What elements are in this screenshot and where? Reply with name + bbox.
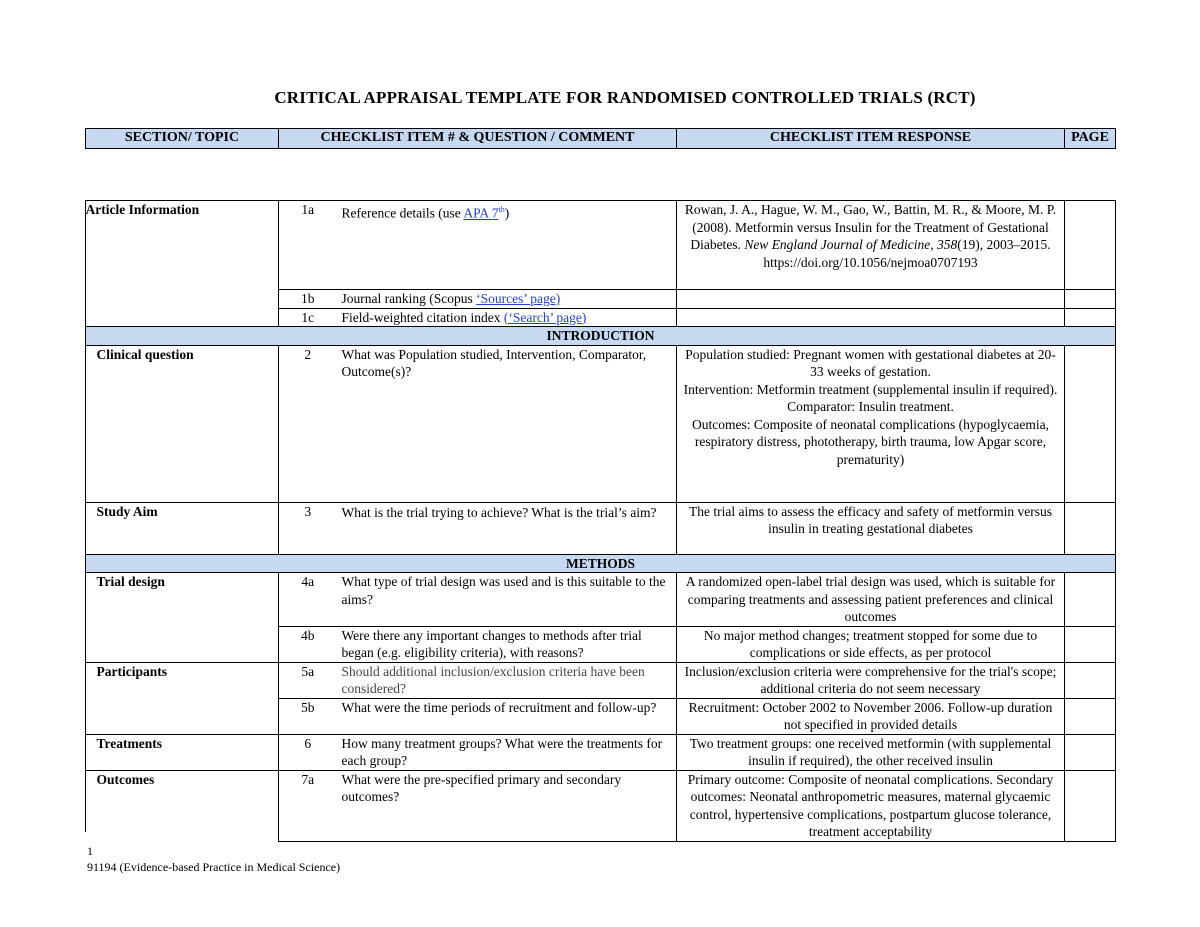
item-number: 6 — [279, 734, 339, 770]
item-response: Population studied: Pregnant women with gestational diabetes at 20-33 weeks of gestation. Intervention: Metformin treatment (supplemental insulin if required). Comparator: Insulin treatment. Outcomes: Composite of neonatal complications (hypoglycaemia, respiratory distress, phototherapy, birth trauma, low Apgar score, prematurity) — [677, 345, 1065, 502]
item-number: 1b — [279, 290, 339, 309]
item-number: 5a — [279, 662, 339, 698]
header-table — [85, 128, 1116, 149]
item-question: Were there any important changes to methods after trial began (e.g. eligibility criteria), with reasons? — [339, 626, 677, 662]
item-page — [1065, 770, 1116, 841]
item-question: How many treatment groups? What were the treatments for each group? — [339, 734, 677, 770]
scopus-search-link[interactable]: (‘Search’ page) — [503, 309, 587, 325]
item-response — [677, 290, 1065, 309]
item-response: Primary outcome: Composite of neonatal complications. Secondary outcomes: Neonatal anthropometric measures, maternal glycaemic control, hypertensive complications, postpartum glucose tolerance, treatment acceptability — [677, 770, 1065, 841]
item-number: 1a — [279, 201, 339, 290]
item-page — [1065, 290, 1116, 309]
item-page — [1065, 626, 1116, 662]
item-number: 4b — [279, 626, 339, 662]
table-row — [86, 502, 1116, 554]
section-study-aim: Study Aim — [86, 502, 279, 554]
table-row — [86, 573, 1116, 627]
item-page — [1065, 502, 1116, 554]
page-footer — [87, 843, 340, 875]
section-band-introduction — [86, 327, 1116, 346]
item-question: What were the time periods of recruitment and follow-up? — [339, 698, 677, 734]
section-trial-design: Trial design — [86, 573, 279, 663]
item-number: 3 — [279, 502, 339, 554]
table-row — [86, 345, 1116, 502]
band-label: METHODS — [86, 554, 1116, 573]
table-row — [86, 662, 1116, 698]
item-response: Rowan, J. A., Hague, W. M., Gao, W., Battin, M. R., & Moore, M. P. (2008). Metformin versus Insulin for the Treatment of Gestational Diabetes. New England Journal of Medicine, 358(19), 2003–2015. https://doi.org/10.1056/nejmoa0707193 — [677, 201, 1065, 290]
item-response — [677, 308, 1065, 327]
item-page — [1065, 734, 1116, 770]
table-row — [86, 770, 1116, 841]
item-page — [1065, 662, 1116, 698]
item-response: Two treatment groups: one received metformin (with supplemental insulin if required), the other received insulin — [677, 734, 1065, 770]
band-label: INTRODUCTION — [86, 327, 1116, 346]
section-band-methods — [86, 554, 1116, 573]
item-number: 5b — [279, 698, 339, 734]
apa-link[interactable]: APA 7 — [463, 205, 499, 221]
header-response: CHECKLIST ITEM RESPONSE — [677, 129, 1065, 149]
item-response: Inclusion/exclusion criteria were comprehensive for the trial's scope; additional criteria do not seem necessary — [677, 662, 1065, 698]
section-outcomes: Outcomes — [86, 770, 279, 841]
item-question: What type of trial design was used and is this suitable to the aims? — [339, 573, 677, 627]
header-section: SECTION/ TOPIC — [86, 129, 279, 149]
item-number: 7a — [279, 770, 339, 841]
page-number: 1 — [87, 844, 93, 858]
item-page — [1065, 698, 1116, 734]
item-question: Reference details (use APA 7th) — [339, 201, 677, 290]
item-question: Journal ranking (Scopus ‘Sources’ page) — [339, 290, 677, 309]
item-page — [1065, 201, 1116, 290]
item-page — [1065, 345, 1116, 502]
item-response: No major method changes; treatment stopped for some due to complications or side effects, as per protocol — [677, 626, 1065, 662]
appraisal-table — [85, 200, 1116, 842]
item-response: The trial aims to assess the efficacy and safety of metformin versus insulin in treating gestational diabetes — [677, 502, 1065, 554]
item-question: Field-weighted citation index (‘Search’ page) — [339, 308, 677, 327]
item-number: 1c — [279, 308, 339, 327]
item-question: What were the pre-specified primary and secondary outcomes? — [339, 770, 677, 841]
header-page: PAGE — [1065, 129, 1116, 149]
item-page — [1065, 308, 1116, 327]
table-row — [86, 201, 1116, 290]
item-number: 2 — [279, 345, 339, 502]
item-question: What is the trial trying to achieve? What is the trial’s aim? — [339, 502, 677, 554]
item-question: What was Population studied, Intervention, Comparator, Outcome(s)? — [339, 345, 677, 502]
scopus-sources-link[interactable]: ‘Sources’ page) — [476, 291, 561, 306]
section-treatments: Treatments — [86, 734, 279, 770]
section-participants: Participants — [86, 662, 279, 734]
header-item: CHECKLIST ITEM # & QUESTION / COMMENT — [279, 129, 677, 149]
section-clinical-question: Clinical question — [86, 345, 279, 502]
section-article-information: Article Information — [86, 201, 279, 327]
item-question: Should additional inclusion/exclusion criteria have been considered? — [339, 662, 677, 698]
item-page — [1065, 573, 1116, 627]
item-response: Recruitment: October 2002 to November 2006. Follow-up duration not specified in provided details — [677, 698, 1065, 734]
course-label: 91194 (Evidence-based Practice in Medical Science) — [87, 860, 341, 874]
table-row — [86, 734, 1116, 770]
item-response: A randomized open-label trial design was used, which is suitable for comparing treatments and assessing patient preferences and clinical outcomes — [677, 573, 1065, 627]
item-number: 4a — [279, 573, 339, 627]
document-title: CRITICAL APPRAISAL TEMPLATE FOR RANDOMISED CONTROLLED TRIALS (RCT) — [274, 88, 976, 107]
